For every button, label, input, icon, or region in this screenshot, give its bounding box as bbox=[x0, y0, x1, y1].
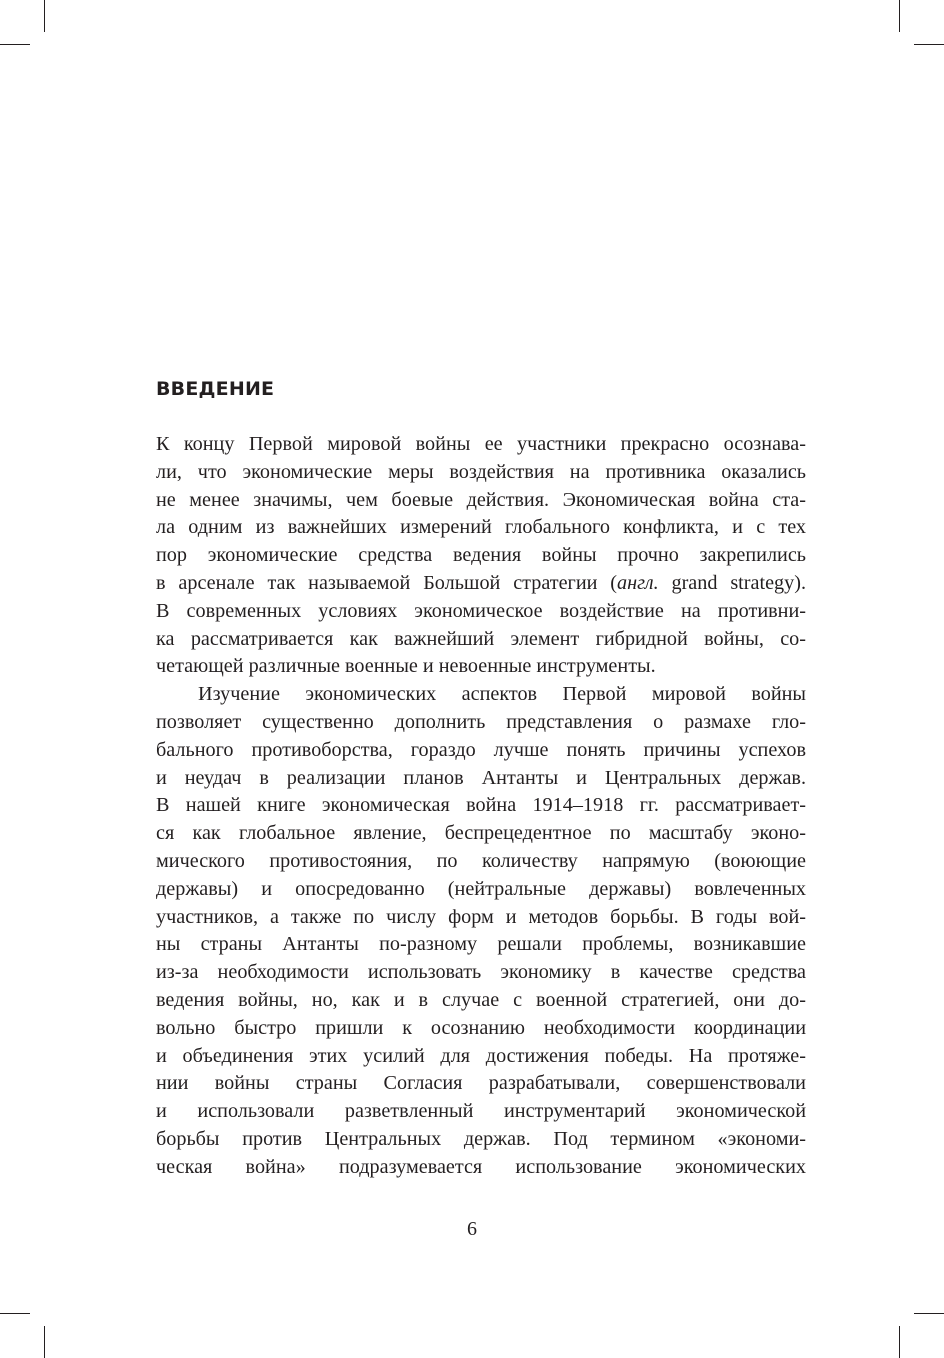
text-line: ны страны Антанты по-разному решали проблемы, возникавшие bbox=[156, 933, 806, 956]
crop-mark-top-right-vertical bbox=[899, 0, 900, 32]
text-line bbox=[156, 570, 806, 598]
crop-mark-bottom-left-horizontal bbox=[0, 1313, 30, 1314]
text-line: участников, а также по числу форм и методов борьбы. В годы вой- bbox=[156, 905, 806, 928]
text-line: и объединения этих усилий для достижения победы. На протяже- bbox=[156, 1044, 806, 1067]
text-line: ведения войны, но, как и в случае с военной стратегией, они до- bbox=[156, 988, 806, 1011]
text-line: державы) и опосредованно (нейтральные державы) вовлеченных bbox=[156, 877, 806, 900]
paragraph-1 bbox=[156, 431, 806, 681]
text-line: К концу Первой мировой войны ее участники прекрасно осознава- bbox=[156, 433, 806, 455]
text-line: из-за необходимости использовать экономику в качестве средства bbox=[156, 961, 806, 984]
crop-mark-top-left-vertical bbox=[44, 0, 45, 32]
text-segment: grand strategy). bbox=[658, 571, 807, 594]
text-line: бального противоборства, гораздо лучше понять причины успехов bbox=[156, 738, 806, 761]
text-line: четающей различные военные и невоенные инструменты. bbox=[156, 655, 656, 678]
text-line: ся как глобальное явление, беспрецедентное по масштабу эконо- bbox=[156, 822, 806, 845]
text-line: В современных условиях экономическое воздействие на противни- bbox=[156, 599, 806, 622]
text-line: вольно быстро пришли к осознанию необходимости координации bbox=[156, 1016, 806, 1039]
crop-mark-bottom-left-vertical bbox=[44, 1326, 45, 1358]
crop-mark-bottom-right-horizontal bbox=[914, 1313, 944, 1314]
text-line: и использовали разветвленный инструментарий экономической bbox=[156, 1100, 806, 1123]
text-line: мического противостояния, по количеству напрямую (воюющие bbox=[156, 849, 806, 872]
crop-mark-bottom-right-vertical bbox=[899, 1326, 900, 1358]
chapter-heading: ВВЕДЕНИЕ bbox=[156, 378, 275, 400]
text-line: и неудач в реализации планов Антанты и Центральных держав. bbox=[156, 766, 806, 789]
text-line: нии войны страны Согласия разрабатывали, совершенствовали bbox=[156, 1072, 806, 1095]
page-number: 6 bbox=[467, 1218, 477, 1240]
paragraph-2 bbox=[156, 681, 806, 1181]
text-line: ческая война» подразумевается использование экономических bbox=[156, 1155, 806, 1178]
text-segment: в арсенале так называемой Большой стратегии ( bbox=[156, 571, 618, 594]
text-line: ка рассматривается как важнейший элемент гибридной войны, со- bbox=[156, 627, 806, 650]
text-line: ли, что экономические меры воздействия на противника оказались bbox=[156, 460, 806, 483]
text-line: позволяет существенно дополнить представления о размахе гло- bbox=[156, 710, 806, 733]
crop-mark-top-right-horizontal bbox=[914, 44, 944, 45]
crop-mark-top-left-horizontal bbox=[0, 44, 30, 45]
text-line: не менее значимы, чем боевые действия. Экономическая война ста- bbox=[156, 488, 806, 511]
text-line: Изучение экономических аспектов Первой мировой войны bbox=[198, 683, 806, 706]
text-line: ла одним из важнейших измерений глобального конфликта, и с тех bbox=[156, 516, 806, 539]
text-line: борьбы против Центральных держав. Под термином «экономи- bbox=[156, 1127, 806, 1150]
body-text bbox=[156, 431, 806, 1182]
text-line: пор экономические средства ведения войны прочно закрепились bbox=[156, 544, 806, 567]
text-line: В нашей книге экономическая война 1914–1918 гг. рассматривает- bbox=[156, 794, 806, 817]
italic-abbreviation: англ. bbox=[617, 571, 659, 594]
